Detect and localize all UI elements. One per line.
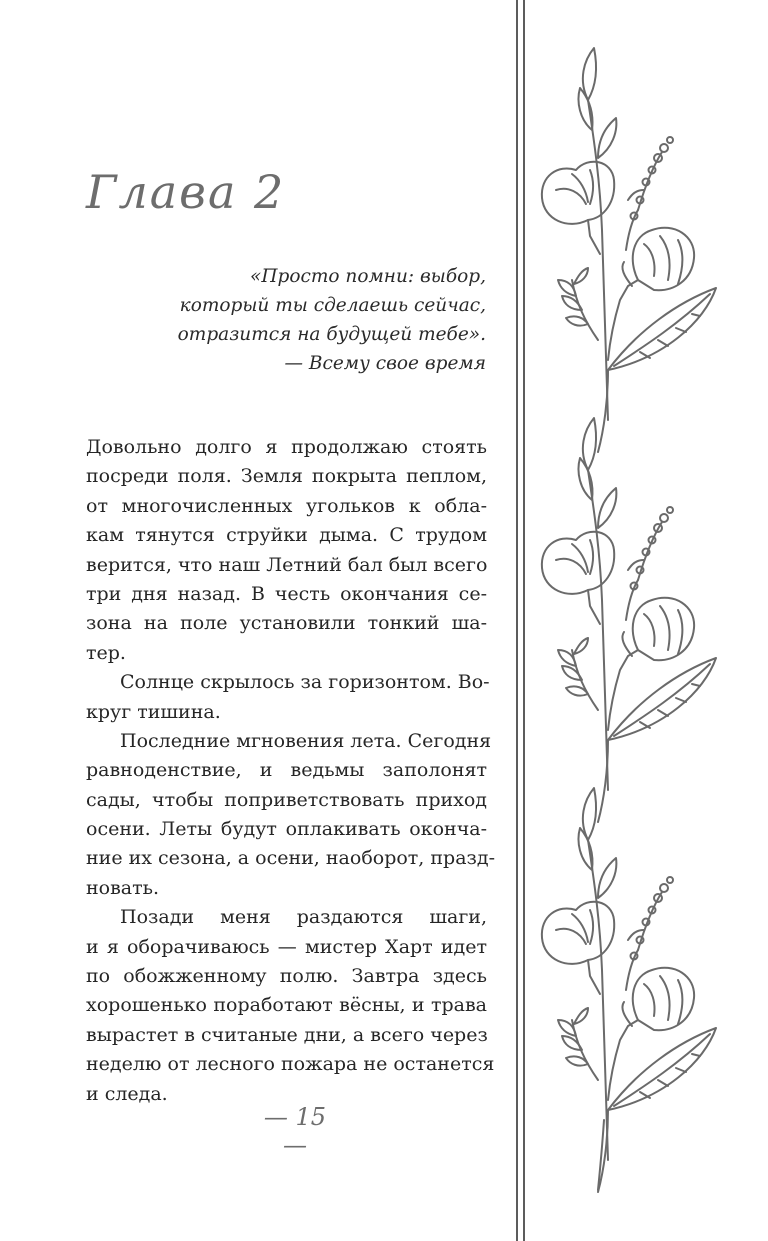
epigraph-line: отразится на будущей тебе». xyxy=(177,324,486,345)
body-line: Довольно долго я продолжаю стоять xyxy=(86,436,487,458)
body-line: и следа. xyxy=(86,1082,168,1105)
epigraph xyxy=(66,262,486,378)
body-line: тер. xyxy=(86,641,126,664)
margin-rule xyxy=(523,0,525,1241)
body-line: посреди поля. Земля покрыта пеплом, xyxy=(86,465,487,488)
page-number: — 15 — xyxy=(263,1103,327,1159)
body-line: хорошенько поработают вёсны, и трава xyxy=(86,994,487,1017)
margin-rule xyxy=(516,0,518,1241)
body-line: Последние мгновения лета. Сегодня xyxy=(120,729,492,752)
body-line: неделю от лесного пожара не останется xyxy=(86,1053,495,1076)
epigraph-line: который ты сделаешь сейчас, xyxy=(179,295,486,316)
body-line: по обожженному полю. Завтра здесь xyxy=(86,965,487,988)
body-line: верится, что наш Летний бал был всего xyxy=(86,553,488,576)
body-line: кам тянутся струйки дыма. С трудом xyxy=(86,524,487,547)
body-line: три дня назад. В честь окончания се- xyxy=(86,582,487,605)
epigraph-attribution: — Всему свое время xyxy=(284,353,486,374)
body-line: равноденствие, и ведьмы заполонят xyxy=(86,759,487,782)
body-line: сады, чтобы поприветствовать приход xyxy=(86,788,487,811)
body-line: вырастет в считаные дни, а всего через xyxy=(86,1023,488,1046)
body-line: зона на поле установили тонкий ша- xyxy=(86,612,487,635)
body-line: и я оборачиваюсь — мистер Харт идет xyxy=(86,935,487,958)
body-line: круг тишина. xyxy=(86,700,221,723)
chapter-title: Глава 2 xyxy=(86,165,286,219)
body-line: ние их сезона, а осени, наоборот, празд- xyxy=(86,847,496,870)
body-text xyxy=(86,433,496,1109)
floral-border-icon xyxy=(528,0,768,1241)
body-line: новать. xyxy=(86,876,160,899)
body-line: Солнце скрылось за горизонтом. Во- xyxy=(120,671,490,694)
body-line: осени. Леты будут оплакивать оконча- xyxy=(86,818,487,841)
epigraph-line: «Просто помни: выбор, xyxy=(250,266,486,287)
body-line: от многочисленных угольков к обла- xyxy=(86,494,487,517)
body-line: Позади меня раздаются шаги, xyxy=(120,906,487,929)
